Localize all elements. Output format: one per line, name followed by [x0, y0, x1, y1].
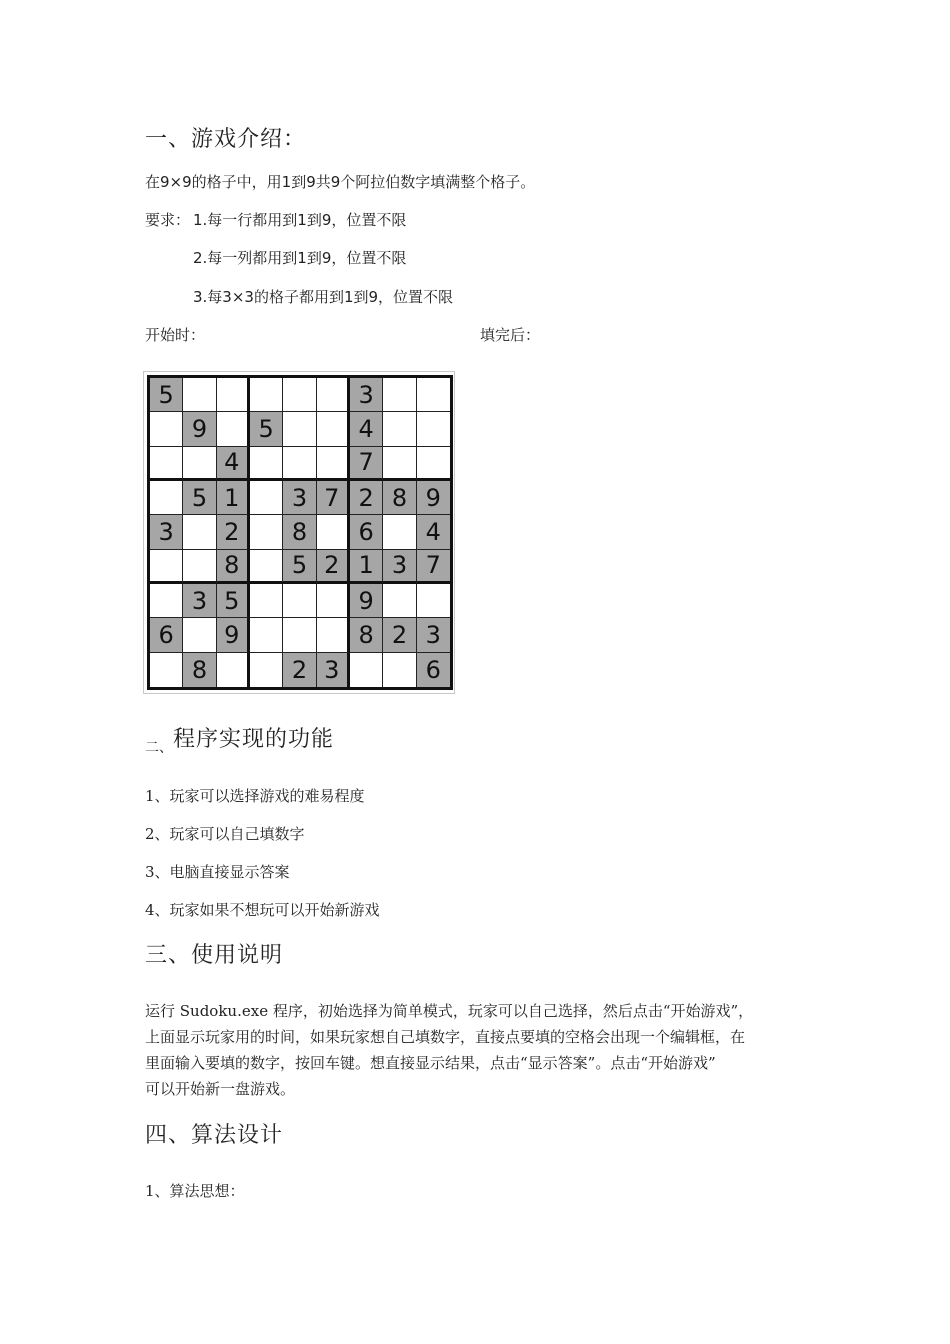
- sudoku-cell: [383, 584, 416, 618]
- sudoku-cell: [250, 653, 283, 687]
- sudoku-cell: [383, 412, 416, 446]
- sudoku-cell: 2: [217, 515, 250, 549]
- sudoku-cell: [350, 653, 383, 687]
- sudoku-cell: 9: [350, 584, 383, 618]
- sudoku-cell: [317, 618, 350, 652]
- usage-line-1: 运行 Sudoku.exe 程序，初始选择为简单模式，玩家可以自己选择，然后点击“开始游戏”，: [145, 1002, 754, 1020]
- sudoku-cell: [183, 378, 216, 412]
- sudoku-cell: [317, 447, 350, 481]
- sudoku-cell: [150, 481, 183, 515]
- label-end: 填完后：: [480, 326, 541, 344]
- section3-title: 三、使用说明: [145, 943, 284, 968]
- sudoku-cell: [217, 378, 250, 412]
- sudoku-cell: 2: [283, 653, 316, 687]
- sudoku-cell: 8: [217, 550, 250, 584]
- feature-item-4: 4、玩家如果不想玩可以开始新游戏: [145, 901, 380, 919]
- sudoku-cell: [250, 515, 283, 549]
- sudoku-cell: 1: [217, 481, 250, 515]
- sudoku-cell: [283, 447, 316, 481]
- sudoku-cell: [250, 584, 283, 618]
- sudoku-cell: [217, 412, 250, 446]
- sudoku-cell: [217, 653, 250, 687]
- section2-title: 程序实现的功能: [173, 727, 335, 752]
- sudoku-cell: 7: [317, 481, 350, 515]
- section1-title: 一、游戏介绍：: [145, 127, 307, 152]
- sudoku-cell: [417, 378, 450, 412]
- sudoku-cell: [317, 584, 350, 618]
- sudoku-grid: [147, 375, 453, 690]
- sudoku-puzzle-image: [143, 371, 455, 694]
- sudoku-cell: [417, 584, 450, 618]
- sudoku-cell: [250, 481, 283, 515]
- requirements-prefix: 要求：: [145, 211, 191, 229]
- sudoku-cell: [317, 515, 350, 549]
- sudoku-cell: 3: [417, 618, 450, 652]
- sudoku-cell: [417, 447, 450, 481]
- sudoku-cell: 3: [150, 515, 183, 549]
- sudoku-cell: 4: [350, 412, 383, 446]
- sudoku-cell: 9: [417, 481, 450, 515]
- sudoku-cell: [250, 550, 283, 584]
- sudoku-cell: 8: [350, 618, 383, 652]
- sudoku-cell: 8: [283, 515, 316, 549]
- sudoku-cell: [150, 447, 183, 481]
- sudoku-cell: [383, 447, 416, 481]
- usage-line-2: 上面显示玩家用的时间，如果玩家想自己填数字，直接点要填的空格会出现一个编辑框，在: [145, 1028, 746, 1046]
- sudoku-cell: 5: [183, 481, 216, 515]
- sudoku-cell: [417, 412, 450, 446]
- sudoku-cell: 2: [317, 550, 350, 584]
- sudoku-cell: [150, 550, 183, 584]
- sudoku-cell: 5: [283, 550, 316, 584]
- sudoku-cell: 7: [417, 550, 450, 584]
- sudoku-cell: [183, 447, 216, 481]
- section4-title: 四、算法设计: [145, 1123, 284, 1148]
- sudoku-cell: [383, 515, 416, 549]
- section2-number: 二、: [145, 740, 173, 756]
- sudoku-cell: 5: [150, 378, 183, 412]
- sudoku-cell: 5: [250, 412, 283, 446]
- section2-heading: [145, 722, 334, 757]
- sudoku-cell: [150, 412, 183, 446]
- sudoku-cell: [317, 378, 350, 412]
- sudoku-cell: [283, 618, 316, 652]
- sudoku-cell: 2: [350, 481, 383, 515]
- sudoku-cell: [283, 378, 316, 412]
- sudoku-cell: 2: [383, 618, 416, 652]
- feature-item-1: 1、玩家可以选择游戏的难易程度: [145, 787, 365, 805]
- sudoku-cell: [283, 412, 316, 446]
- sudoku-cell: 7: [350, 447, 383, 481]
- sudoku-cell: [150, 584, 183, 618]
- requirement-3: 3.每3×3的格子都用到1到9，位置不限: [193, 288, 454, 306]
- sudoku-cell: 3: [183, 584, 216, 618]
- sudoku-cell: 6: [350, 515, 383, 549]
- intro-text: 在9×9的格子中，用1到9共9个阿拉伯数字填满整个格子。: [145, 173, 536, 191]
- requirement-1: 1.每一行都用到1到9，位置不限: [193, 211, 407, 229]
- usage-line-4: 可以开始新一盘游戏。: [145, 1080, 296, 1098]
- sudoku-cell: 9: [217, 618, 250, 652]
- sudoku-cell: [183, 550, 216, 584]
- feature-item-2: 2、玩家可以自己填数字: [145, 825, 305, 843]
- sudoku-cell: [317, 412, 350, 446]
- sudoku-cell: [383, 378, 416, 412]
- sudoku-cell: [250, 447, 283, 481]
- sudoku-cell: [250, 618, 283, 652]
- sudoku-cell: 6: [150, 618, 183, 652]
- sudoku-cell: 9: [183, 412, 216, 446]
- sudoku-cell: 3: [383, 550, 416, 584]
- sudoku-cell: 1: [350, 550, 383, 584]
- sudoku-cell: [183, 515, 216, 549]
- sudoku-cell: [183, 618, 216, 652]
- sudoku-cell: 4: [217, 447, 250, 481]
- algorithm-idea-heading: 1、算法思想：: [145, 1182, 245, 1200]
- sudoku-cell: 3: [317, 653, 350, 687]
- sudoku-cell: [383, 653, 416, 687]
- usage-line-3: 里面输入要填的数字，按回车键。想直接显示结果，点击“显示答案”。点击“开始游戏”: [145, 1054, 716, 1072]
- sudoku-cell: [283, 584, 316, 618]
- sudoku-cell: 3: [350, 378, 383, 412]
- sudoku-cell: 8: [183, 653, 216, 687]
- sudoku-cell: [250, 378, 283, 412]
- sudoku-cell: 4: [417, 515, 450, 549]
- sudoku-cell: 8: [383, 481, 416, 515]
- sudoku-cell: 3: [283, 481, 316, 515]
- sudoku-cell: [150, 653, 183, 687]
- requirement-2: 2.每一列都用到1到9，位置不限: [193, 249, 407, 267]
- feature-item-3: 3、电脑直接显示答案: [145, 863, 290, 881]
- label-start: 开始时：: [145, 326, 206, 344]
- sudoku-cell: 6: [417, 653, 450, 687]
- sudoku-cell: 5: [217, 584, 250, 618]
